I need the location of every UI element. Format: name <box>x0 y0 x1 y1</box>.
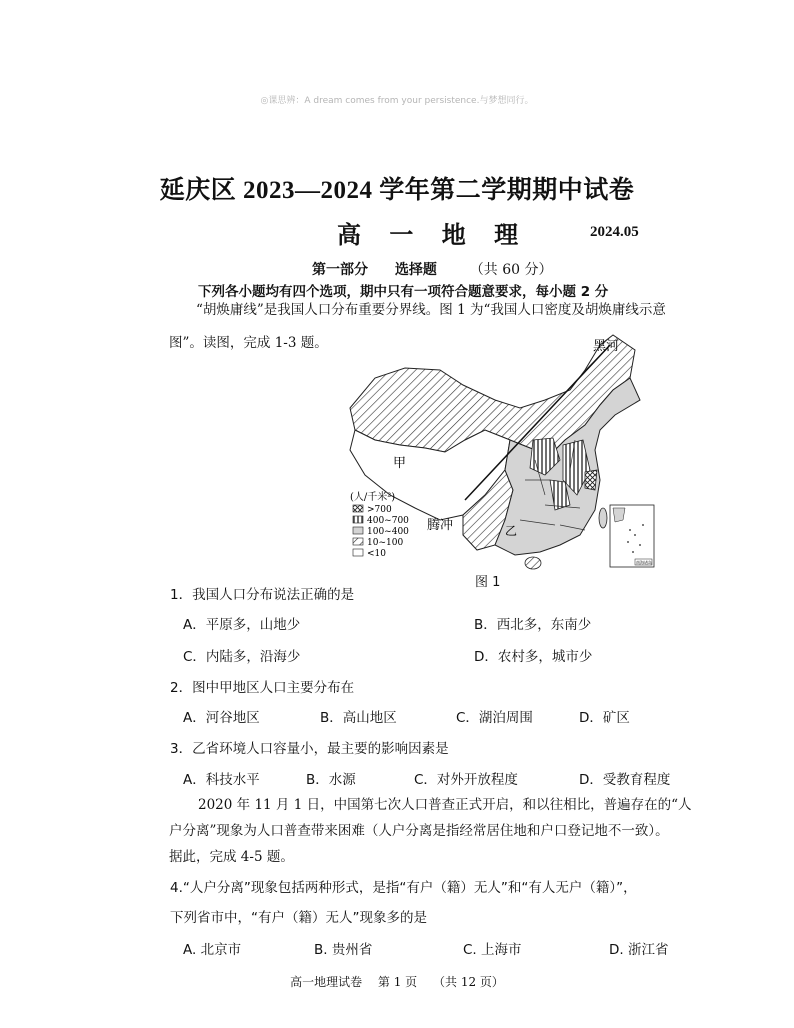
instruction: 下列各小题均有四个选项，期中只有一项符合题意要求，每小题 2 分 <box>198 284 609 300</box>
question-1-option-a[interactable]: A．平原多，山地少 <box>183 617 301 633</box>
section-type: 选择题 <box>394 262 437 278</box>
legend-item-3: 100~400 <box>367 527 409 537</box>
label-yi: 乙 <box>505 524 518 538</box>
label-heihe: 黑河 <box>593 339 620 354</box>
question-4-stem-line-1: 4.“人户分离”现象包括两种形式，是指“有户（籍）无人”和“有人无户（籍）”， <box>170 880 637 896</box>
question-3-option-b[interactable]: B．水源 <box>306 772 356 788</box>
intro-1-line-1: “胡焕庸线”是我国人口分布重要分界线。图 1 为“我国人口密度及胡焕庸线示意 <box>196 302 666 318</box>
watermark: ◎课思辨：A dream comes from your persistence.与梦想同行。 <box>260 96 534 106</box>
figure-caption: 图 1 <box>475 575 501 590</box>
question-2-option-d[interactable]: D．矿区 <box>579 710 630 726</box>
question-3-option-a[interactable]: A．科技水平 <box>183 772 260 788</box>
question-3-stem: 3．乙省环境人口容量小，最主要的影响因素是 <box>170 741 449 757</box>
section-heading <box>312 259 552 279</box>
question-1-option-c[interactable]: C．内陆多，沿海少 <box>183 649 301 665</box>
china-population-map <box>345 330 660 570</box>
page-footer <box>0 973 794 990</box>
legend-item-5: <10 <box>367 549 386 559</box>
south-china-sea-inset <box>610 505 654 567</box>
exam-date: 2024.05 <box>590 224 639 240</box>
label-jia: 甲 <box>393 456 407 471</box>
footer-total: （共 12 页） <box>433 975 504 989</box>
question-4-option-a[interactable]: A. 北京市 <box>183 942 242 958</box>
question-1-option-d[interactable]: D．农村多，城市少 <box>474 649 593 665</box>
exam-title: 延庆区 2023—2024 学年第二学期期中试卷 <box>159 177 635 204</box>
label-tengchong: 腾冲 <box>427 518 454 533</box>
map-taiwan <box>599 508 607 528</box>
footer-page: 第 1 页 <box>377 975 418 989</box>
inset-label: 南海诸岛 <box>636 560 652 565</box>
intro-2-line-1: 2020 年 11 月 1 日，中国第七次人口普查正式开启，和以往相比，普遍存在的“人 <box>198 797 692 813</box>
question-1-stem: 1．我国人口分布说法正确的是 <box>170 587 355 603</box>
section-name: 第一部分 <box>312 262 368 278</box>
legend-item-1: >700 <box>367 505 392 515</box>
map-hainan <box>525 557 541 569</box>
question-4-option-d[interactable]: D. 浙江省 <box>609 942 669 958</box>
footer-label: 高一地理试卷 <box>290 975 363 989</box>
legend-title: (人/千米²) <box>350 492 396 503</box>
question-2-option-a[interactable]: A．河谷地区 <box>183 710 260 726</box>
question-4-option-c[interactable]: C. 上海市 <box>463 942 522 958</box>
question-4-option-b[interactable]: B. 贵州省 <box>314 942 373 958</box>
subject-title: 高 一 地 理 <box>337 220 529 249</box>
intro-2-line-2: 户分离”现象为人口普查带来困难（人户分离是指经常居住地和户口登记地不一致）。 <box>169 823 669 839</box>
question-2-option-c[interactable]: C．湖泊周围 <box>456 710 533 726</box>
map-region-dense-4 <box>585 470 597 490</box>
legend-item-4: 10~100 <box>367 538 404 548</box>
legend-item-2: 400~700 <box>367 516 409 526</box>
question-2-stem: 2．图中甲地区人口主要分布在 <box>170 680 355 696</box>
question-1-option-b[interactable]: B．西北多，东南少 <box>474 617 592 633</box>
intro-1-line-2: 图”。读图，完成 1-3 题。 <box>169 335 328 351</box>
question-2-option-b[interactable]: B．高山地区 <box>320 710 397 726</box>
question-3-option-c[interactable]: C．对外开放程度 <box>414 772 518 788</box>
intro-2-line-3: 据此，完成 4-5 题。 <box>169 849 294 865</box>
question-3-option-d[interactable]: D．受教育程度 <box>579 772 671 788</box>
section-score: （共 60 分） <box>469 262 553 278</box>
question-4-stem-line-2: 下列省市中，“有户（籍）无人”现象多的是 <box>170 910 427 926</box>
